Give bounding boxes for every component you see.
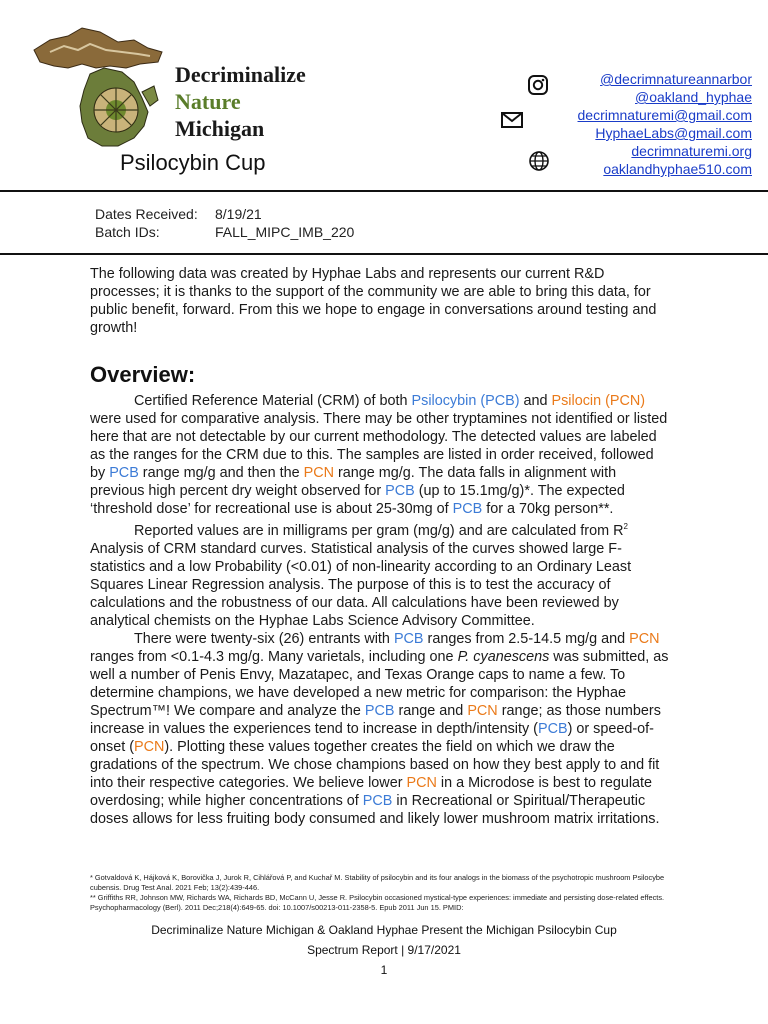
- term-pcn: PCN: [629, 630, 660, 647]
- text-run: ranges from 2.5-14.5 mg/g and: [423, 630, 630, 647]
- term-pcn: PCN: [467, 702, 498, 719]
- term-pcb: Psilocybin (PCB): [411, 393, 520, 409]
- text-run: for a 70kg person**.: [482, 501, 614, 517]
- overview-heading: Overview:: [90, 362, 196, 387]
- text-run: (up to 15.1mg/g)*. The expected ‘threshold dose’ for recreational use is about 25-30mg of: [90, 483, 625, 517]
- footer-line-2: Spectrum Report | 9/17/2021: [307, 943, 461, 957]
- globe-icon: [528, 150, 550, 172]
- footer-line-1: Decriminalize Nature Michigan & Oakland Hyphae Present the Michigan Psilocybin Cup: [151, 923, 617, 937]
- website-link-1[interactable]: decrimnaturemi.org: [631, 143, 752, 159]
- overview-paragraph-2: [90, 518, 670, 630]
- batch-ids-value: FALL_MIPC_IMB_220: [215, 224, 355, 240]
- footnote-1: * Gotvaldová K, Hájková K, Borovička J, Jurok R, Cihlářová P, and Kuchař M. Stability of psilocybin and its four analogs in the biomass of the psychotropic mushroom Psilocybe cubensis. Drug Test Anal. 2021 Feb; 13(2):439-446.: [90, 873, 665, 892]
- instagram-link-1[interactable]: @decrimnatureannarbor: [600, 71, 752, 87]
- term-pcb: PCB: [362, 792, 393, 809]
- footnotes: [90, 873, 670, 913]
- text-run: was submitted, as well a number of Penis Envy, Mazatapec, and Texas Orange caps to name a few. To determine champions, we have developed a new metric for comparison: the: [90, 648, 669, 701]
- text-run: and: [519, 393, 552, 409]
- text-run: There were twenty-six (26) entrants with: [134, 630, 394, 647]
- org-name-line1: Decriminalize: [175, 62, 306, 87]
- text-run: ). Plotting these values together creates the field on which we draw the gradations of the spectrum. We chose champions based on how they best apply to and fit into their respective categories. We believe lower: [90, 738, 660, 791]
- instagram-icon: [527, 74, 549, 96]
- term-pcb: PCB: [452, 501, 483, 517]
- text-run: Certified Reference Material (CRM) of both: [134, 393, 412, 409]
- overview-paragraph-3: [90, 630, 670, 828]
- michigan-map-logo: [30, 22, 180, 157]
- text-run: range mg/g and then the: [138, 465, 304, 481]
- org-name-line2: Nature: [175, 89, 241, 114]
- text-run: Analysis of CRM standard curves. Statistical analysis of the curves showed large F-statistics and a low Probability (<0.01) of non-linearity according to an Ordinary Least Squares Linear Regression analysis. The purpose of this is to test the accuracy of calculations and the robustness of our data. All calculations have been reviewed by analytical chemists on the Hyphae Labs Science Advisory Committee.: [90, 540, 632, 629]
- email-icon: [500, 110, 524, 130]
- text-run: ) or speed-of-onset (: [90, 720, 654, 755]
- text-run: range and: [394, 702, 468, 719]
- term-pcn: PCN: [406, 774, 437, 791]
- website-link-2[interactable]: oaklandhyphae510.com: [603, 161, 752, 177]
- org-name-line3: Michigan: [175, 116, 265, 141]
- meta-divider: [0, 253, 768, 255]
- overview-paragraph-1: [90, 392, 670, 518]
- batch-ids-label: Batch IDs:: [95, 224, 160, 240]
- header-divider: [0, 190, 768, 192]
- term-pcb: PCB: [364, 702, 395, 719]
- contact-block: [452, 70, 752, 178]
- text-run: range mg/g. The data falls in alignment with previous high percent dry weight observed for: [90, 465, 617, 499]
- text-run: Reported values are in milligrams per gram (mg/g) and are calculated from R: [134, 522, 624, 539]
- dates-received-value: 8/19/21: [215, 206, 262, 222]
- term-pcn: PCN: [303, 465, 334, 481]
- email-link-1[interactable]: decrimnaturemi@gmail.com: [577, 107, 752, 123]
- term-sup: 2: [623, 522, 628, 531]
- term-pcb: PCB: [393, 630, 424, 647]
- text-run: range; as those numbers increase in values the experiences tend to increase in depth/intensity (: [90, 702, 661, 737]
- email-link-2[interactable]: HyphaeLabs@gmail.com: [595, 125, 752, 141]
- footnote-2: ** Griffiths RR, Johnson MW, Richards WA, Richards BD, McCann U, Jesse R. Psilocybin occasioned mystical-type experiences: immediate and persisting dose-related effects. Psychopharmacology (Berl). 2011 Dec;218(4):649-65. doi: 10.1007/s00213-011-2358-5. Epub 2011 Jun 15. PMID:: [90, 893, 665, 912]
- term-pcb: PCB: [537, 720, 568, 737]
- batch-meta: [95, 205, 354, 241]
- instagram-link-2[interactable]: @oakland_hyphae: [635, 89, 752, 105]
- text-run: in Recreational or Spiritual/Therapeutic doses allows for less fruiting body consumed and likely lower mushroom matrix irritations.: [90, 792, 660, 827]
- term-pcb: PCB: [109, 465, 139, 481]
- term-pcn: Psilocin (PCN): [551, 393, 646, 409]
- term-b: Hyphae Spectrum™: [90, 684, 626, 719]
- intro-paragraph: The following data was created by Hyphae Labs and represents our current R&D processes; it is thanks to the support of the community we are able to bring this data, for public benefit, forward. From this we hope to engage in conversations around testing and growth!: [90, 266, 657, 336]
- text-run: were used for comparative analysis. There may be other tryptamines not identified or listed here that are not detectable by our current methodology. The detected values are labeled as the ranges for the CRM due to this. The samples are listed in order received, followed by: [90, 411, 668, 481]
- term-pcb: PCB: [385, 483, 415, 499]
- text-run: in a Microdose is best to regulate overdosing; while higher concentrations of: [90, 774, 653, 809]
- text-run: ranges from <0.1-4.3 mg/g. Many varietals, including one: [90, 648, 458, 665]
- page-number: 1: [380, 963, 388, 977]
- overview-body: [90, 392, 670, 828]
- dates-received-label: Dates Received:: [95, 206, 198, 222]
- text-run: ! We compare and analyze the: [165, 702, 365, 719]
- term-pcn: PCN: [134, 738, 165, 755]
- document-subtitle: Psilocybin Cup: [120, 150, 266, 175]
- term-i: P. cyanescens: [457, 648, 550, 665]
